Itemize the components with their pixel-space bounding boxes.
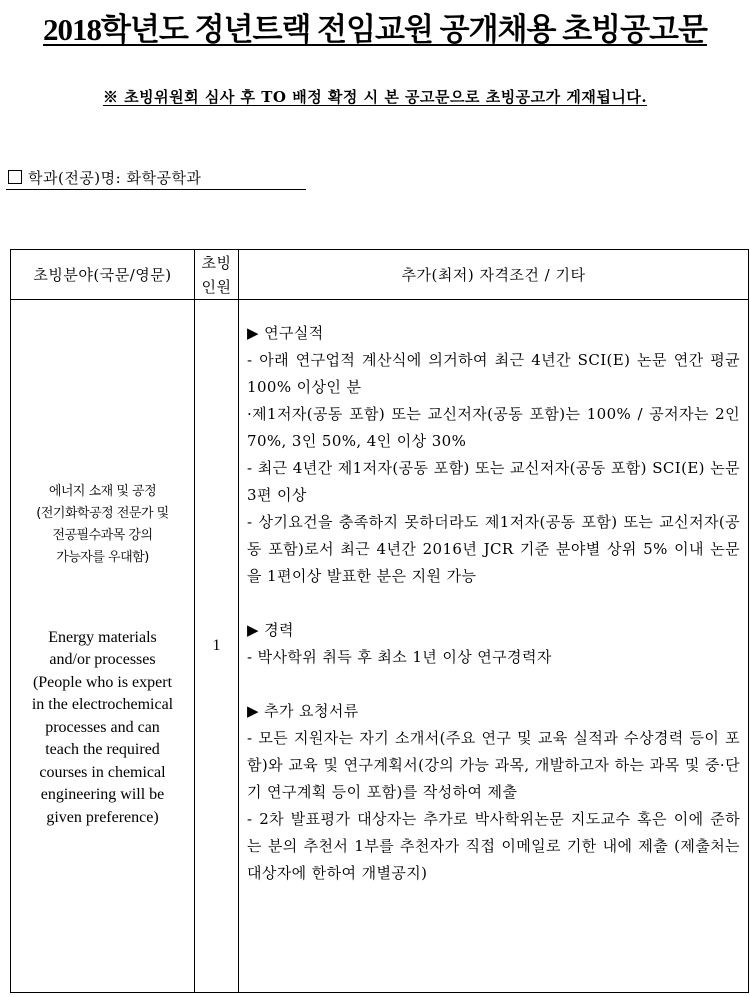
table-header-row	[11, 250, 749, 300]
requirement-line: - 2차 발표평가 대상자는 추가로 박사학위논문 지도교수 혹은 이에 준하는 분의 추천서 1부를 추천자가 직접 이메일로 기한 내에 제출 (제출처는 대상자에 한하여 개별공지)	[247, 810, 740, 882]
section-heading-research: ▶ 연구실적	[247, 324, 324, 342]
field-en-line: given preference)	[46, 808, 159, 826]
field-ko-line: 에너지 소재 및 공정	[48, 483, 157, 499]
field-en-line: in the electrochemical	[31, 696, 174, 714]
field-ko-line: 전공필수과목 강의	[52, 527, 153, 543]
department-label: 학과(전공)명: 화학공학과	[28, 169, 202, 187]
header-field: 초빙분야(국문/영문)	[11, 250, 195, 300]
notice-text: ※ 초빙위원회 심사 후 TO 배정 확정 시 본 공고문으로 초빙공고가 게재됩니다.	[102, 88, 648, 106]
requirement-line: - 모든 지원자는 자기 소개서(주요 연구 및 교육 실적과 수상경력 등이 포함)와 교육 및 연구계획서(강의 가능 과목, 개발하고자 하는 과목 및 중·단기 연구계획 등이 포함)를 작성하여 제출	[247, 729, 740, 801]
field-en-line: (People who is expert	[32, 673, 173, 691]
field-english	[11, 627, 194, 830]
recruitment-table	[10, 249, 749, 993]
field-en-line: and/or processes	[49, 651, 156, 669]
field-ko-line: (전기화학공정 전문가 및	[36, 505, 169, 521]
requirement-line: ·제1저자(공동 포함) 또는 교신저자(공동 포함)는 100% / 공저자는 2인 70%, 3인 50%, 4인 이상 30%	[247, 405, 740, 450]
field-en-line: processes and can	[45, 718, 160, 736]
checkbox-icon	[8, 170, 22, 184]
department-line	[6, 167, 306, 190]
section-heading-documents: ▶ 추가 요청서류	[247, 702, 359, 720]
page-title: 2018학년도 정년트랙 전임교원 공개채용 초빙공고문	[43, 12, 707, 47]
requirement-line: - 상기요건을 충족하지 못하더라도 제1저자(공동 포함) 또는 교신저자(공동 포함)로서 최근 4년간 2016년 JCR 기준 분야별 상위 5% 이내 논문을 1편이상 발표한 분은 지원 가능	[247, 513, 740, 585]
header-count	[195, 250, 239, 300]
field-ko-line: 가능자를 우대함)	[56, 549, 149, 565]
header-requirements: 추가(최저) 자격조건 / 기타	[239, 250, 749, 300]
requirement-line: - 박사학위 취득 후 최소 1년 이상 연구경력자	[247, 648, 552, 666]
field-en-line: courses in chemical	[39, 763, 166, 781]
table-row	[11, 300, 749, 993]
header-count-line2: 인원	[201, 277, 232, 296]
field-en-line: engineering will be	[40, 786, 165, 804]
field-korean	[11, 463, 194, 569]
field-cell	[11, 300, 195, 993]
field-en-line: teach the required	[45, 741, 160, 759]
header-count-line1: 초빙	[201, 253, 232, 272]
section-heading-career: ▶ 경력	[247, 621, 294, 639]
requirement-line: - 아래 연구업적 계산식에 의거하여 최근 4년간 SCI(E) 논문 연간 평균 100% 이상인 분	[247, 351, 740, 396]
field-en-line: Energy materials	[48, 628, 157, 646]
requirements-cell	[239, 300, 749, 993]
count-cell: 1	[195, 300, 239, 993]
requirement-line: - 최근 4년간 제1저자(공동 포함) 또는 교신저자(공동 포함) SCI(E) 논문 3편 이상	[247, 459, 740, 504]
